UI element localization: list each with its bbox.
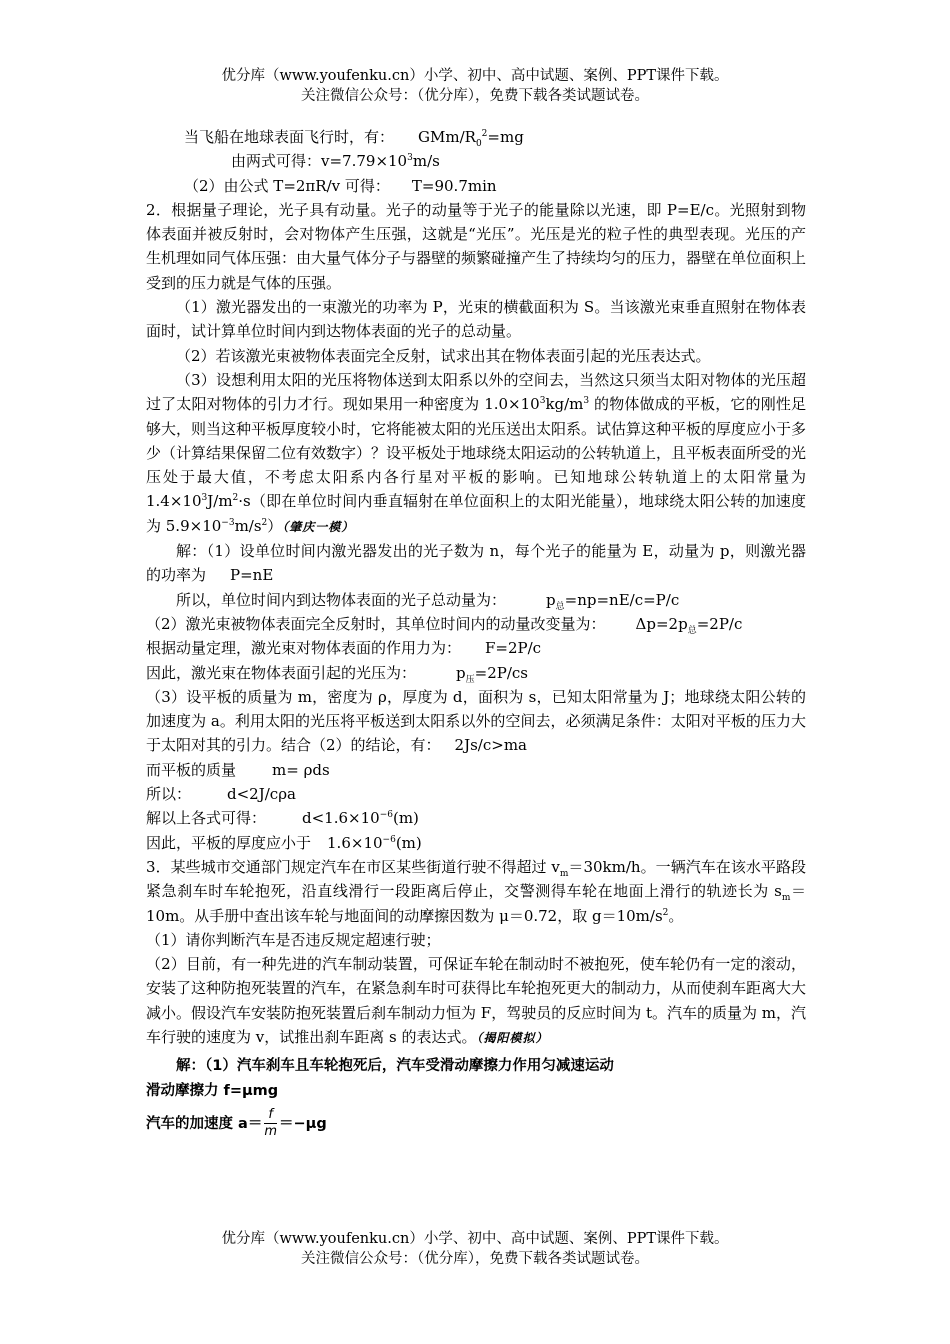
q3-solution-3-b: ＝−μg [279,1115,327,1132]
q2-solution-8-eq: d<2J/cρa [227,785,296,804]
q2-part-3-sup-b: 3 [583,396,590,407]
q1-line-c-value: T=90.7min [411,176,497,195]
q2-part-3-f: m/s [234,516,262,535]
q2-solution-6-eq: 2Js/c>ma [454,736,527,755]
q2-part-3-d: J/m [207,492,233,511]
q2-solution-1-text: 解：（1）设单位时间内激光器发出的光子数为 n，每个光子的能量为 E，动量为 p，则激光器的功率为 [146,542,806,585]
q2-solution-2 [146,588,806,612]
q2-solution-9-text: 解以上各式可得： [146,809,267,828]
q2-solution-9-sup: −6 [379,810,393,821]
q3-solution-3 [146,1103,806,1145]
q2-solution-8-text: 所以： [146,785,192,804]
q2-part-2: （2）若该激光束被物体表面完全反射，试求出其在物体表面引起的光压表达式。 [176,346,711,365]
q1-eq-a-sup: 2 [481,129,488,139]
q2-solution-7-text: 而平板的质量 [146,760,237,779]
q2-solution-9-tail: (m) [392,809,419,828]
q2-solution-10-tail: (m) [395,833,422,852]
q3-stem-sup-c: 2 [662,907,669,918]
q1-eq-a-tail: =mg [487,128,524,146]
q2-solution-5 [146,661,806,685]
q2-part-1: （1）激光器发出的一束激光的功率为 P，光束的横截面积为 S。当该激光束垂直照射在物体表面时，试计算单位时间内到达物体表面的光子的总动量。 [146,298,806,341]
fraction-denominator: m [264,1124,278,1140]
q2-source-tag: （肇庆一模） [282,519,355,534]
q2-solution-10-text: 因此，平板的厚度应小于 [146,833,312,852]
q2-part-3-g: ） [267,516,283,535]
q2-solution-5-eq-b: =2P/cs [474,663,528,682]
q2-part-3-sup-a: 3 [539,396,546,407]
q2-solution-6 [146,685,806,758]
q3-solution-1: 解：（1）汽车刹车且车轮抱死后，汽车受滑动摩擦力作用匀减速运动 [176,1058,614,1075]
footer-line-1: 优分库（www.youfenku.cn）小学、初中、高中试题、案例、PPT课件下载。 [221,1231,729,1247]
q2-solution-5-eq-a: p [456,663,466,682]
q3-solution-3-a: 汽车的加速度 a＝ [146,1115,263,1132]
q3-stem-sub-b: m [781,893,791,904]
q2-solution-2-text: 所以，单位时间内到达物体表面的光子总动量为： [176,590,507,609]
fraction-numerator: f [264,1107,277,1124]
q1-line-b-text: 由两式可得：v=7.79×10 [231,152,408,171]
q3-source-tag: （揭阳模拟） [476,1030,549,1045]
q3-part-2-text: （2）目前，有一种先进的汽车制动装置，可保证车轮在制动时不被抱死，使车轮仍有一定的滚动，安装了这种防抱死装置的汽车，在紧急刹车时可获得比车轮抱死更大的制动力，从而使刹车距离大大减小。假设汽车安装防抱死装置后刹车制动力恒为 F，驾驶员的反应时间为 t。汽车的质量为 m，汽车行驶的速度为 v，试推出刹车距离 s 的表达式。 [146,955,807,1046]
q2-solution-1 [146,539,806,588]
q2-solution-10-sup: −6 [382,834,396,845]
q2-solution-2-eq-a: p [546,590,556,609]
q3-stem-b: ＝30km/h。一辆汽车在该水平路段紧急刹车时车轮抱死，沿直线滑行一段距离后停止，交警测得车轮在地面上滑行的轨迹长为 s [146,857,806,901]
q2-part-3-sup-c: 3 [201,493,208,504]
q2-part-3 [146,368,806,539]
q2-solution-4-text: 根据动量定理，激光束对物体表面的作用力为： [146,639,462,658]
footer-line-2: 关注微信公众号：（优分库），免费下载各类试题试卷。 [301,1251,649,1267]
q3-stem-d: 。 [668,906,684,925]
q3-part-2 [146,952,806,1050]
q2-solution-2-eq-b: =np=nE/c=P/c [564,590,680,609]
q2-stem: 2．根据量子理论，光子具有动量。光子的动量等于光子的能量除以光速，即 P=E/c。光照射到物体表面并被反射时，会对物体产生压强，这就是“光压”。光压是光的粒子性的典型表现。光压的产生机理如同气体压强：由大量气体分子与器壁的频繁碰撞产生了持续均匀的压力，器壁在单位面积上受到的压力就是气体的压强。 [146,200,807,292]
q1-line-c-text: （2）由公式 T=2πR/v 可得： [184,176,390,195]
page-footer [0,1229,950,1269]
q2-solution-5-text: 因此，激光束在物体表面引起的光压为： [146,663,417,682]
document-body [146,125,806,1145]
q3-part-1: （1）请你判断汽车是否违反规定超速行驶； [146,930,441,949]
q2-solution-3-eq-sub: 总 [687,625,697,636]
q2-solution-10-eq: 1.6×10 [327,833,383,852]
q2-part-3-c: 的物体做成的平板，它的刚性足够大，则当这种平板厚度较小时，它将能被太阳的光压送出太阳系。试估算这种平板的厚度应小于多少（计算结果保留二位有效数字）？设平板处于地球绕太阳运动的公转轨道上，且平板表面所受的光压处于最大值，不考虑太阳系内各行星对平板的影响。已知地球公转轨道上的太阳常量为 1.4×10 [146,395,807,511]
q2-solution-5-eq-sub: 压 [465,674,475,685]
q2-solution-8 [146,782,806,806]
q1-line-c [146,174,806,198]
q1-line-b-sup: 3 [407,153,413,164]
q2-solution-4 [146,636,806,660]
q2-solution-6-text: （3）设平板的质量为 m，密度为 ρ，厚度为 d，面积为 s，已知太阳常量为 J；地球绕太阳公转的加速度为 a。利用太阳的光压将平板送到太阳系以外的空间去，必须满足条件：太阳对平板的压力大于太阳对其的引力。结合（2）的结论，有： [146,687,806,755]
q2-solution-1-eq: P=nE [230,566,274,585]
q2-solution-3-eq-a: Δp=2p [635,614,688,633]
q1-line-a-text: 当飞船在地球表面飞行时，有： [184,128,395,146]
q2-part-3-e: ·s（即在单位时间内垂直辐射在单位面积上的太阳光能量），地球绕太阳公转的加速度为 5.9×10 [146,492,806,535]
q2-solution-9 [146,806,806,830]
q1-line-b-tail: m/s [412,152,440,171]
q3-stem-c: ＝10m。从手册中查出该车轮与地面间的动摩擦因数为 μ＝0.72，取 g＝10m/s [146,882,806,925]
q1-line-a [146,125,806,149]
q1-eq-a [418,128,524,149]
q2-solution-3 [146,612,806,636]
q3-stem-sub-a: m [559,868,569,879]
q2-part-3-sup-d: 2 [232,493,239,504]
q2-solution-10 [146,831,806,855]
q2-solution-3-text: （2）激光束被物体表面完全反射时，其单位时间内的动量改变量为： [146,614,606,633]
q2-solution-2-eq-sub: 总 [555,601,565,612]
q2-solution-4-eq: F=2P/c [485,639,542,658]
q1-eq-a-text: GMm/R [418,128,476,146]
q2-solution-9-eq: d<1.6×10 [302,809,380,828]
q2-solution-7 [146,758,806,782]
q3-stem-a: 3．某些城市交通部门规定汽车在市区某些街道行驶不得超过 v [146,857,560,876]
q2-solution-7-eq: m= ρds [272,760,330,779]
header-line-2: 关注微信公众号：（优分库），免费下载各类试题试卷。 [301,88,649,104]
q1-eq-a-sub: 0 [475,139,482,149]
page-header [0,66,950,106]
q1-line-b [146,149,806,173]
q3-stem [146,855,806,928]
q2-solution-3-eq-b: =2P/c [696,614,743,633]
q2-part-3-sup-f: 2 [261,517,268,528]
fraction-f-over-m [264,1107,277,1140]
header-line-1: 优分库（www.youfenku.cn）小学、初中、高中试题、案例、PPT课件下载。 [221,68,729,84]
q2-part-3-b: kg/m [545,395,584,414]
q2-part-3-a: （3）设想利用太阳的光压将物体送到太阳系以外的空间去，当然这只须当太阳对物体的光压超过了太阳对物体的引力才行。现如果用一种密度为 1.0×10 [146,370,806,414]
q3-solution-2: 滑动摩擦力 f=μmg [146,1082,279,1099]
q2-part-3-sup-e: −3 [221,517,235,528]
